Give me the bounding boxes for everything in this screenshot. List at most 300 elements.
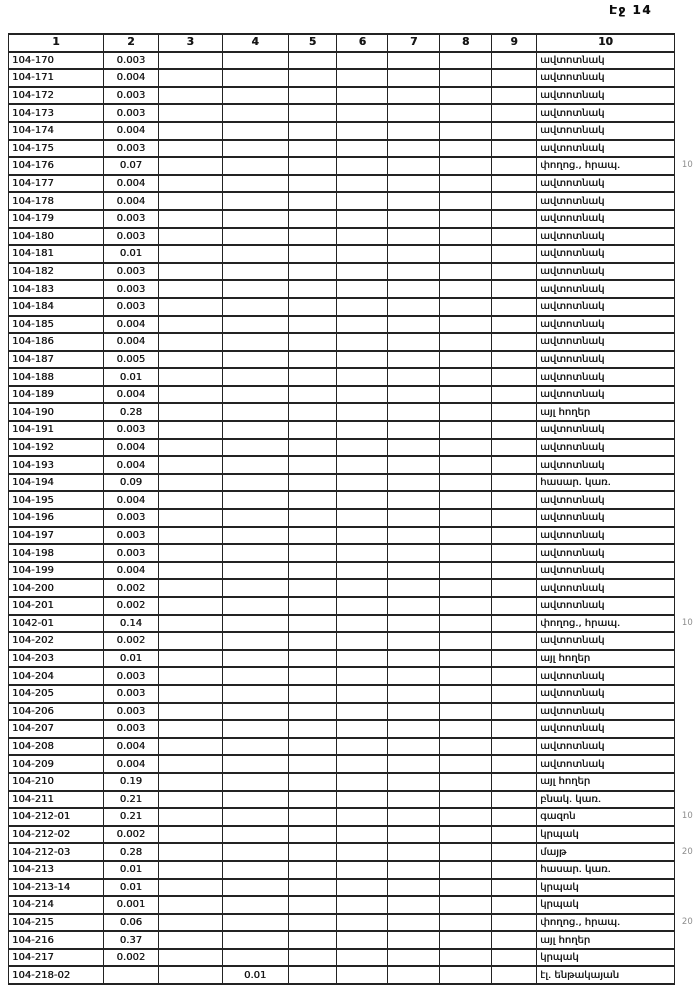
cell-c5 [288, 667, 337, 685]
cell-c10: ավտոտնակ [537, 316, 675, 334]
cell-c8 [440, 368, 492, 386]
cell-c2: 0.01 [103, 245, 158, 263]
cell-c1: 104-212-02 [9, 826, 104, 844]
margin-note [674, 69, 697, 87]
cell-c2: 0.14 [103, 615, 158, 633]
cell-c8 [440, 403, 492, 421]
cell-c1: 104-203 [9, 650, 104, 668]
cell-c1: 104-210 [9, 773, 104, 791]
table-row [9, 122, 698, 140]
margin-note [674, 791, 697, 809]
cell-c3 [158, 791, 222, 809]
margin-note [674, 192, 697, 210]
cell-c1: 104-199 [9, 562, 104, 580]
cell-c10: փողոց., հրապ. [537, 615, 675, 633]
cell-c7 [388, 69, 440, 87]
cell-c2: 0.28 [103, 403, 158, 421]
cell-c9 [492, 773, 537, 791]
cell-c10: ավտոտնակ [537, 333, 675, 351]
column-header-6: 6 [337, 34, 388, 52]
cell-c1: 104-193 [9, 456, 104, 474]
cell-c8 [440, 509, 492, 527]
table-row [9, 69, 698, 87]
cell-c1: 104-201 [9, 597, 104, 615]
cell-c1: 104-177 [9, 175, 104, 193]
cell-c8 [440, 931, 492, 949]
cell-c5 [288, 650, 337, 668]
margin-note [674, 403, 697, 421]
cell-c8 [440, 280, 492, 298]
cell-c4 [222, 368, 288, 386]
cell-c5 [288, 597, 337, 615]
cell-c9 [492, 122, 537, 140]
cell-c7 [388, 808, 440, 826]
cell-c10: գազոն [537, 808, 675, 826]
cell-c6 [337, 175, 388, 193]
cell-c2: 0.003 [103, 703, 158, 721]
table-body [9, 52, 698, 984]
cell-c1: 104-197 [9, 527, 104, 545]
margin-note [674, 931, 697, 949]
cell-c1: 104-179 [9, 210, 104, 228]
cell-c7 [388, 210, 440, 228]
cell-c4 [222, 650, 288, 668]
table-row [9, 703, 698, 721]
cell-c1: 104-208 [9, 738, 104, 756]
cell-c8 [440, 914, 492, 932]
cell-c1: 104-200 [9, 579, 104, 597]
cell-c2: 0.005 [103, 351, 158, 369]
cell-c5 [288, 368, 337, 386]
cell-c1: 104-204 [9, 667, 104, 685]
cell-c3 [158, 966, 222, 984]
table-row [9, 879, 698, 897]
cell-c5 [288, 632, 337, 650]
cell-c6 [337, 403, 388, 421]
cell-c9 [492, 509, 537, 527]
column-header-8: 8 [440, 34, 492, 52]
margin-note [674, 333, 697, 351]
cell-c3 [158, 632, 222, 650]
table-row [9, 562, 698, 580]
cell-c7 [388, 333, 440, 351]
cell-c3 [158, 421, 222, 439]
cell-c1: 104-178 [9, 192, 104, 210]
cell-c1: 104-175 [9, 140, 104, 158]
cell-c3 [158, 579, 222, 597]
cell-c9 [492, 966, 537, 984]
cell-c6 [337, 966, 388, 984]
margin-note [674, 456, 697, 474]
cell-c6 [337, 755, 388, 773]
column-header-1: 1 [9, 34, 104, 52]
cell-c7 [388, 755, 440, 773]
margin-note: 10 [681, 811, 693, 822]
margin-note [674, 474, 697, 492]
cell-c2: 0.09 [103, 474, 158, 492]
cell-c5 [288, 245, 337, 263]
cell-c10: ավտոտնակ [537, 386, 675, 404]
margin-note [674, 509, 697, 527]
table-row [9, 826, 698, 844]
cell-c9 [492, 632, 537, 650]
margin-note [674, 104, 697, 122]
margin-note [674, 579, 697, 597]
cell-c10: ավտոտնակ [537, 491, 675, 509]
column-header-2: 2 [103, 34, 158, 52]
margin-note [674, 562, 697, 580]
cell-c3 [158, 87, 222, 105]
cell-c2: 0.21 [103, 791, 158, 809]
cell-c5 [288, 896, 337, 914]
cell-c10: ավտոտնակ [537, 667, 675, 685]
cell-c10: փողոց., հրապ. [537, 157, 675, 175]
cell-c7 [388, 931, 440, 949]
cell-c6 [337, 738, 388, 756]
cell-c4 [222, 579, 288, 597]
cell-c6 [337, 544, 388, 562]
cell-c7 [388, 122, 440, 140]
cell-c10: կրպակ [537, 879, 675, 897]
table-row [9, 386, 698, 404]
cell-c2: 0.28 [103, 843, 158, 861]
table-row [9, 509, 698, 527]
table-row [9, 87, 698, 105]
cell-c1: 104-202 [9, 632, 104, 650]
cell-c7 [388, 87, 440, 105]
cell-c7 [388, 720, 440, 738]
cell-c7 [388, 175, 440, 193]
cell-c10: ավտոտնակ [537, 720, 675, 738]
cell-c2: 0.004 [103, 491, 158, 509]
cell-c2: 0.07 [103, 157, 158, 175]
cell-c5 [288, 421, 337, 439]
table-row [9, 228, 698, 246]
table-row [9, 351, 698, 369]
cell-c8 [440, 122, 492, 140]
cell-c9 [492, 263, 537, 281]
cell-c2: 0.003 [103, 720, 158, 738]
cell-c3 [158, 122, 222, 140]
cell-c7 [388, 703, 440, 721]
cell-c2: 0.004 [103, 192, 158, 210]
data-table [8, 33, 698, 985]
cell-c3 [158, 843, 222, 861]
cell-c8 [440, 491, 492, 509]
margin-note [674, 228, 697, 246]
cell-c3 [158, 544, 222, 562]
cell-c1: 104-213-14 [9, 879, 104, 897]
cell-c8 [440, 544, 492, 562]
cell-c4 [222, 122, 288, 140]
cell-c3 [158, 263, 222, 281]
margin-note [674, 140, 697, 158]
cell-c5 [288, 544, 337, 562]
margin-note [674, 685, 697, 703]
cell-c7 [388, 263, 440, 281]
table-row [9, 667, 698, 685]
cell-c6 [337, 949, 388, 967]
cell-c4 [222, 52, 288, 70]
table-row [9, 773, 698, 791]
cell-c4 [222, 896, 288, 914]
cell-c6 [337, 826, 388, 844]
cell-c7 [388, 966, 440, 984]
cell-c5 [288, 703, 337, 721]
cell-c5 [288, 491, 337, 509]
cell-c2: 0.003 [103, 527, 158, 545]
cell-c10: ավտոտնակ [537, 175, 675, 193]
table-row [9, 104, 698, 122]
cell-c4 [222, 280, 288, 298]
cell-c1: 104-171 [9, 69, 104, 87]
cell-c10: այլ հողեր [537, 931, 675, 949]
cell-c4 [222, 104, 288, 122]
cell-c10: ավտոտնակ [537, 192, 675, 210]
cell-c9 [492, 368, 537, 386]
cell-c4 [222, 351, 288, 369]
cell-c1: 104-191 [9, 421, 104, 439]
cell-c1: 104-206 [9, 703, 104, 721]
table-row [9, 914, 698, 932]
cell-c8 [440, 562, 492, 580]
cell-c8 [440, 861, 492, 879]
cell-c10: այլ հողեր [537, 403, 675, 421]
cell-c9 [492, 703, 537, 721]
cell-c5 [288, 122, 337, 140]
cell-c2: 0.004 [103, 456, 158, 474]
cell-c2: 0.01 [103, 861, 158, 879]
cell-c9 [492, 491, 537, 509]
cell-c8 [440, 69, 492, 87]
cell-c6 [337, 791, 388, 809]
cell-c10: ավտոտնակ [537, 703, 675, 721]
cell-c10: ավտոտնակ [537, 755, 675, 773]
column-header-3: 3 [158, 34, 222, 52]
cell-c2: 0.001 [103, 896, 158, 914]
cell-c2: 0.003 [103, 52, 158, 70]
cell-c5 [288, 791, 337, 809]
header-row [9, 34, 698, 52]
cell-c4 [222, 544, 288, 562]
table-row [9, 456, 698, 474]
cell-c7 [388, 738, 440, 756]
cell-c3 [158, 456, 222, 474]
margin-note [674, 122, 697, 140]
cell-c4 [222, 386, 288, 404]
cell-c8 [440, 351, 492, 369]
cell-c10: փողոց., հրապ. [537, 914, 675, 932]
cell-c2: 0.002 [103, 826, 158, 844]
cell-c5 [288, 316, 337, 334]
cell-c2: 0.37 [103, 931, 158, 949]
cell-c9 [492, 245, 537, 263]
cell-c10: կրպակ [537, 896, 675, 914]
cell-c7 [388, 667, 440, 685]
cell-c4 [222, 263, 288, 281]
cell-c8 [440, 210, 492, 228]
cell-c3 [158, 175, 222, 193]
cell-c4 [222, 316, 288, 334]
cell-c5 [288, 69, 337, 87]
cell-c5 [288, 738, 337, 756]
cell-c4 [222, 738, 288, 756]
cell-c7 [388, 579, 440, 597]
cell-c9 [492, 861, 537, 879]
cell-c5 [288, 87, 337, 105]
cell-c2: 0.002 [103, 579, 158, 597]
cell-c2: 0.003 [103, 280, 158, 298]
cell-c7 [388, 491, 440, 509]
cell-c4 [222, 491, 288, 509]
cell-c2: 0.004 [103, 755, 158, 773]
cell-c1: 104-207 [9, 720, 104, 738]
cell-c1: 104-215 [9, 914, 104, 932]
cell-c5 [288, 52, 337, 70]
cell-c7 [388, 298, 440, 316]
table-row [9, 439, 698, 457]
cell-c5 [288, 210, 337, 228]
cell-c6 [337, 491, 388, 509]
cell-c7 [388, 685, 440, 703]
cell-c4 [222, 597, 288, 615]
cell-c4 [222, 720, 288, 738]
margin-note [674, 439, 697, 457]
page-number-label: Էջ 14 [609, 3, 653, 17]
cell-c9 [492, 210, 537, 228]
cell-c5 [288, 949, 337, 967]
cell-c5 [288, 280, 337, 298]
cell-c3 [158, 69, 222, 87]
cell-c6 [337, 421, 388, 439]
cell-c1: 104-213 [9, 861, 104, 879]
cell-c6 [337, 351, 388, 369]
cell-c4 [222, 949, 288, 967]
cell-c3 [158, 720, 222, 738]
cell-c2: 0.002 [103, 632, 158, 650]
margin-note [674, 720, 697, 738]
cell-c3 [158, 755, 222, 773]
cell-c1: 104-187 [9, 351, 104, 369]
margin-note [674, 966, 697, 984]
cell-c9 [492, 456, 537, 474]
cell-c6 [337, 597, 388, 615]
cell-c9 [492, 667, 537, 685]
table-row [9, 685, 698, 703]
cell-c7 [388, 474, 440, 492]
margin-note [674, 949, 697, 967]
cell-c4 [222, 773, 288, 791]
table-row [9, 157, 698, 175]
cell-c2: 0.01 [103, 650, 158, 668]
table-row [9, 597, 698, 615]
cell-c6 [337, 914, 388, 932]
margin-note [674, 87, 697, 105]
cell-c7 [388, 280, 440, 298]
cell-c2: 0.003 [103, 263, 158, 281]
cell-c2: 0.004 [103, 122, 158, 140]
cell-c4 [222, 509, 288, 527]
cell-c2: 0.003 [103, 421, 158, 439]
cell-c3 [158, 386, 222, 404]
cell-c8 [440, 632, 492, 650]
cell-c10: ավտոտնակ [537, 122, 675, 140]
cell-c10: ավտոտնակ [537, 140, 675, 158]
cell-c9 [492, 403, 537, 421]
cell-c2: 0.003 [103, 298, 158, 316]
table-row [9, 280, 698, 298]
cell-c9 [492, 157, 537, 175]
cell-c8 [440, 333, 492, 351]
cell-c7 [388, 949, 440, 967]
column-header-10: 10 [537, 34, 675, 52]
cell-c4 [222, 140, 288, 158]
cell-c9 [492, 52, 537, 70]
cell-c2: 0.06 [103, 914, 158, 932]
cell-c4 [222, 175, 288, 193]
cell-c3 [158, 773, 222, 791]
cell-c7 [388, 562, 440, 580]
cell-c10: ավտոտնակ [537, 597, 675, 615]
cell-c3 [158, 931, 222, 949]
cell-c5 [288, 140, 337, 158]
cell-c8 [440, 843, 492, 861]
cell-c9 [492, 87, 537, 105]
table-row [9, 140, 698, 158]
cell-c6 [337, 140, 388, 158]
cell-c6 [337, 685, 388, 703]
cell-c5 [288, 192, 337, 210]
cell-c4 [222, 931, 288, 949]
cell-c3 [158, 228, 222, 246]
cell-c8 [440, 245, 492, 263]
cell-c9 [492, 650, 537, 668]
cell-c3 [158, 949, 222, 967]
cell-c10: հասար. կառ. [537, 474, 675, 492]
cell-c10: ավտոտնակ [537, 87, 675, 105]
margin-note [674, 755, 697, 773]
cell-c7 [388, 826, 440, 844]
cell-c1: 104-194 [9, 474, 104, 492]
cell-c3 [158, 368, 222, 386]
cell-c3 [158, 333, 222, 351]
cell-c5 [288, 439, 337, 457]
table-row [9, 931, 698, 949]
cell-c10: ավտոտնակ [537, 738, 675, 756]
cell-c4 [222, 527, 288, 545]
cell-c9 [492, 879, 537, 897]
cell-c4 [222, 69, 288, 87]
cell-c8 [440, 263, 492, 281]
cell-c6 [337, 703, 388, 721]
cell-c6 [337, 298, 388, 316]
cell-c1: 104-214 [9, 896, 104, 914]
cell-c10: ավտոտնակ [537, 509, 675, 527]
cell-c1: 104-184 [9, 298, 104, 316]
cell-c3 [158, 808, 222, 826]
cell-c5 [288, 826, 337, 844]
cell-c8 [440, 474, 492, 492]
cell-c2: 0.003 [103, 667, 158, 685]
table-row [9, 650, 698, 668]
cell-c1: 104-181 [9, 245, 104, 263]
cell-c4 [222, 667, 288, 685]
cell-c9 [492, 914, 537, 932]
cell-c3 [158, 140, 222, 158]
column-header-4: 4 [222, 34, 288, 52]
cell-c9 [492, 931, 537, 949]
cell-c9 [492, 280, 537, 298]
